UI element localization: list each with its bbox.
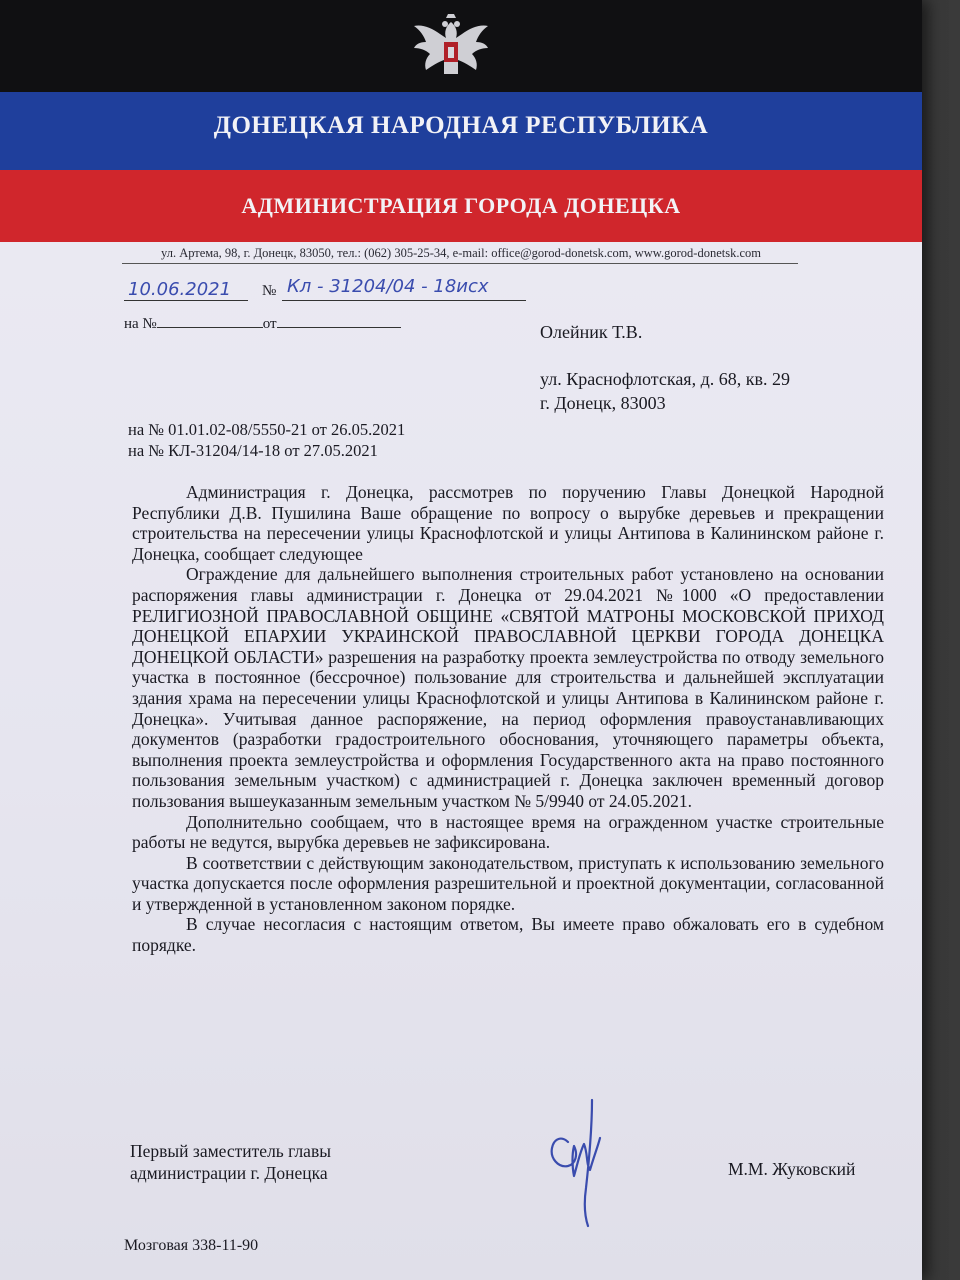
letter-body [132,482,884,956]
from-blank [277,313,401,328]
registration-number: Кл - 31204/04 - 18исх [287,276,489,297]
registration-date: 10.06.2021 [128,279,232,300]
signatory-role-line: администрации г. Донецка [130,1163,328,1183]
recipient-address-line2: г. Донецк, 83003 [540,393,666,413]
reply-to-blank [157,313,263,328]
republic-title: ДОНЕЦКАЯ НАРОДНАЯ РЕСПУБЛИКА [213,112,709,139]
recipient-name: Олейник Т.В. [540,322,643,342]
administration-title: АДМИНИСТРАЦИЯ ГОРОДА ДОНЕЦКА [241,193,681,218]
body-paragraph: Дополнительно сообщаем, что в настоящее время на огражденном участке строительные работы не ведутся, вырубка деревьев не зафиксирована. [132,811,884,853]
eagle-emblem-icon [410,14,492,84]
reply-to-label: на № [124,316,157,332]
from-label: от [262,316,277,332]
registration-number-label: № [262,283,277,299]
handwritten-signature-icon [528,1092,628,1232]
signatory-role-line: Первый заместитель главы [130,1141,331,1161]
contacts-underline [122,263,798,264]
reply-to-field [124,313,401,333]
date-underline [124,300,248,301]
body-paragraph: Администрация г. Донецка, рассмотрев по поручению Главы Донецкой Народной Республики Д.В. Пушилина Ваше обращение по вопросу о вырубке деревьев и прекращении строительства на пересечении улицы Краснофлотской и улицы Антипова в Калининском районе г. Донецка, сообщает следующее [132,482,884,564]
number-underline [282,300,526,301]
body-paragraph: В соответствии с действующим законодательством, приступать к использованию земельного участка допускается после оформления разрешительной и проектной документации, согласованной и утвержденной в установленном законом порядке. [132,852,884,914]
recipient-address-line1: ул. Краснофлотская, д. 68, кв. 29 [540,369,790,389]
body-paragraph: Ограждение для дальнейшего выполнения строительных работ установлено на основании распоряжения главы администрации г. Донецка от 29.04.2021 №1000 «О предоставлении РЕЛИГИОЗНОЙ ПРАВОСЛАВНОЙ ОБЩИНЕ «СВЯТОЙ МАТРОНЫ МОСКОВСКОЙ ПРИХОД ДОНЕЦКОЙ ЕПАРХИИ УКРАИНСКОЙ ПРАВОСЛАВНОЙ ЦЕРКВИ ГОРОДА ДОНЕЦКА ДОНЕЦКОЙ ОБЛАСТИ» разрешения на разработку проекта землеустройства по отводу земельного участка в постоянное (бессрочное) пользование для строительства и дальнейшей эксплуатации здания храма на пересечении улицы Краснофлотской и улицы Антипова в Калининском районе г. Донецка». Учитывая данное распоряжение, на период оформления правоустанавливающих документов (разработки градостроительного обоснования, уточняющего параметры объекта, выполнения проекта землеустройства и оформления Государственного акта на право постоянного пользования земельным участком) с администрацией г. Донецка заключен временный договор пользования вышеуказанным земельным участком № 5/9940 от 24.05.2021. [132,564,884,811]
signatory-role [130,1140,331,1184]
reference-line: на № КЛ-31204/14-18 от 27.05.2021 [128,441,378,460]
body-paragraph: В случае несогласия с настоящим ответом, Вы имеете право обжаловать его в судебном порядке. [132,914,884,956]
executor-line: Мозговая 338-11-90 [124,1237,259,1254]
contacts-line: ул. Артема, 98, г. Донецк, 83050, тел.: (062) 305-25-34, e-mail: office@gorod-donetsk.com, www.gorod-donetsk.com [161,246,761,260]
reference-line: на № 01.01.02-08/5550-21 от 26.05.2021 [128,420,406,439]
signatory-name: М.М. Жуковский [728,1159,856,1179]
